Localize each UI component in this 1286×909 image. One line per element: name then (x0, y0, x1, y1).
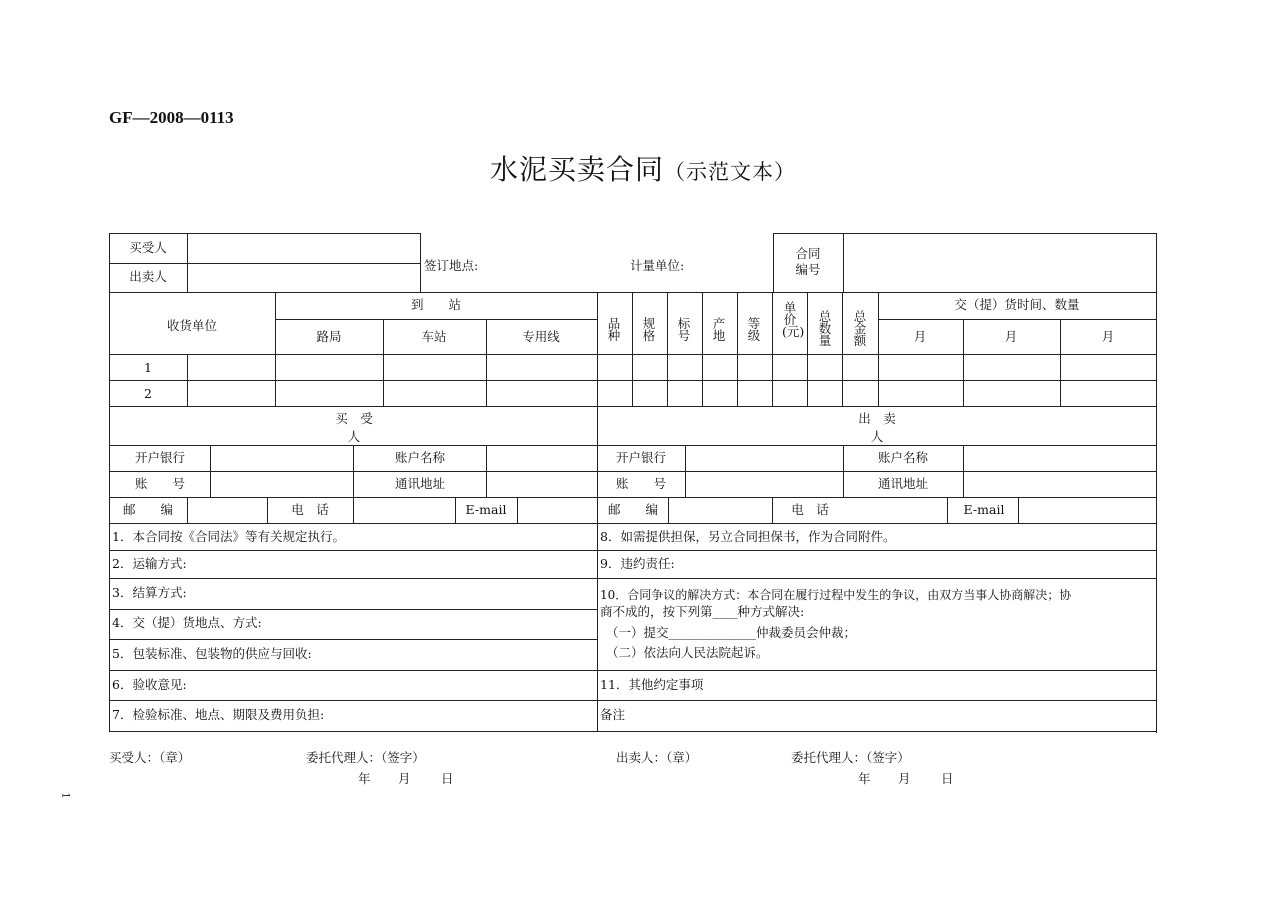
grade-label: 等级 (747, 316, 761, 343)
total-amt-label: 总金额 (853, 309, 867, 348)
clause-5: 5．包装标准、包装物的供应与回收: (112, 646, 312, 661)
seller-postcode-label: 邮 编 (607, 502, 659, 517)
total-qty-label: 总数量 (818, 309, 832, 348)
buyer-party-label-2: 人 (347, 429, 361, 444)
title-sub: （示范文本） (664, 160, 796, 184)
clause-10: 10．合同争议的解决方式：本合同在履行过程中发生的争议，由双方当事人协商解决；协 (600, 588, 1072, 602)
title-main: 水泥买卖合同 (489, 153, 664, 186)
seller-account-name-label: 账户名称 (877, 450, 929, 465)
delivery-label: 交（提）货时间、数量 (954, 297, 1080, 312)
document-code: GF—2008—0113 (109, 108, 234, 127)
clause-7: 7．检验标准、地点、期限及费用负担: (112, 707, 325, 722)
stop-label: 车站 (421, 329, 447, 344)
month-label-2: 月 (1004, 329, 1018, 344)
row-number-2: 2 (144, 386, 152, 401)
seller-tel-label: 电 话 (791, 502, 829, 517)
line-label: 专用线 (522, 329, 560, 344)
seller-date-year: 年 (858, 771, 871, 786)
buyer-postcode-label: 邮 编 (122, 502, 174, 517)
buyer-date-day: 日 (441, 771, 454, 786)
seller-label: 出卖人 (129, 269, 167, 284)
seller-account-no-label: 账 号 (615, 476, 667, 491)
bureau-label: 路局 (316, 329, 342, 344)
clause-2: 2．运输方式: (112, 556, 187, 571)
buyer-account-name-label: 账户名称 (394, 450, 446, 465)
clause-4: 4．交（提）货地点、方式: (112, 615, 262, 630)
seller-party-label: 出 卖 (858, 411, 896, 426)
seller-seal-label: 出卖人：（章） (616, 750, 698, 765)
seller-party-label-2: 人 (870, 429, 884, 444)
buyer-seal-label: 买受人：（章） (109, 750, 191, 765)
variety-label: 品种 (607, 316, 621, 343)
brand-label: 标号 (677, 316, 691, 343)
buyer-date-year: 年 (358, 771, 371, 786)
contract-no-label-2: 编号 (795, 262, 821, 277)
row-number-1: 1 (144, 360, 152, 375)
buyer-address-label: 通讯地址 (394, 476, 446, 491)
buyer-party-label: 买 受 (335, 411, 373, 426)
seller-bank-label: 开户银行 (615, 450, 667, 465)
page-number: 1 (59, 792, 71, 799)
spec-label: 规格 (642, 316, 656, 343)
buyer-email-label: E-mail (465, 502, 507, 517)
buyer-tel-label: 电 话 (291, 502, 329, 517)
buyer-date-month: 月 (398, 771, 411, 786)
price-label: 单价(元) (782, 300, 805, 339)
month-label-3: 月 (1101, 329, 1115, 344)
clause-6: 6．验收意见: (112, 677, 187, 692)
sign-place-label: 签订地点: (424, 258, 479, 273)
unit-label: 计量单位: (630, 258, 685, 273)
clause-1: 1．本合同按《合同法》等有关规定执行。 (112, 529, 345, 544)
month-label-1: 月 (913, 329, 927, 344)
buyer-bank-label: 开户银行 (134, 450, 186, 465)
clause-10-option-1: （一）提交______________仲裁委员会仲裁； (606, 625, 857, 640)
clause-10-option-2: （二）依法向人民法院起诉。 (606, 645, 769, 660)
seller-address-label: 通讯地址 (877, 476, 929, 491)
clause-9: 9．违约责任: (600, 556, 675, 571)
buyer-account-no-label: 账 号 (134, 476, 186, 491)
page-title (0, 148, 1286, 188)
buyer-agent-label: 委托代理人：（签字） (306, 750, 425, 765)
seller-email-label: E-mail (963, 502, 1005, 517)
contract-no-label: 合同 (795, 246, 821, 261)
seller-date-month: 月 (898, 771, 911, 786)
remark-label: 备注 (600, 707, 626, 722)
origin-label: 产地 (712, 316, 726, 343)
buyer-label: 买受人 (129, 240, 167, 255)
clause-11: 11．其他约定事项 (600, 677, 704, 692)
station-label: 到 站 (410, 297, 462, 312)
seller-agent-label: 委托代理人：（签字） (791, 750, 910, 765)
clause-8: 8．如需提供担保，另立合同担保书，作为合同附件。 (600, 529, 896, 544)
clause-10-line-2: 商不成的，按下列第____种方式解决: (600, 604, 805, 619)
clause-3: 3．结算方式: (112, 585, 187, 600)
receiver-label: 收货单位 (166, 318, 218, 333)
seller-date-day: 日 (941, 771, 954, 786)
